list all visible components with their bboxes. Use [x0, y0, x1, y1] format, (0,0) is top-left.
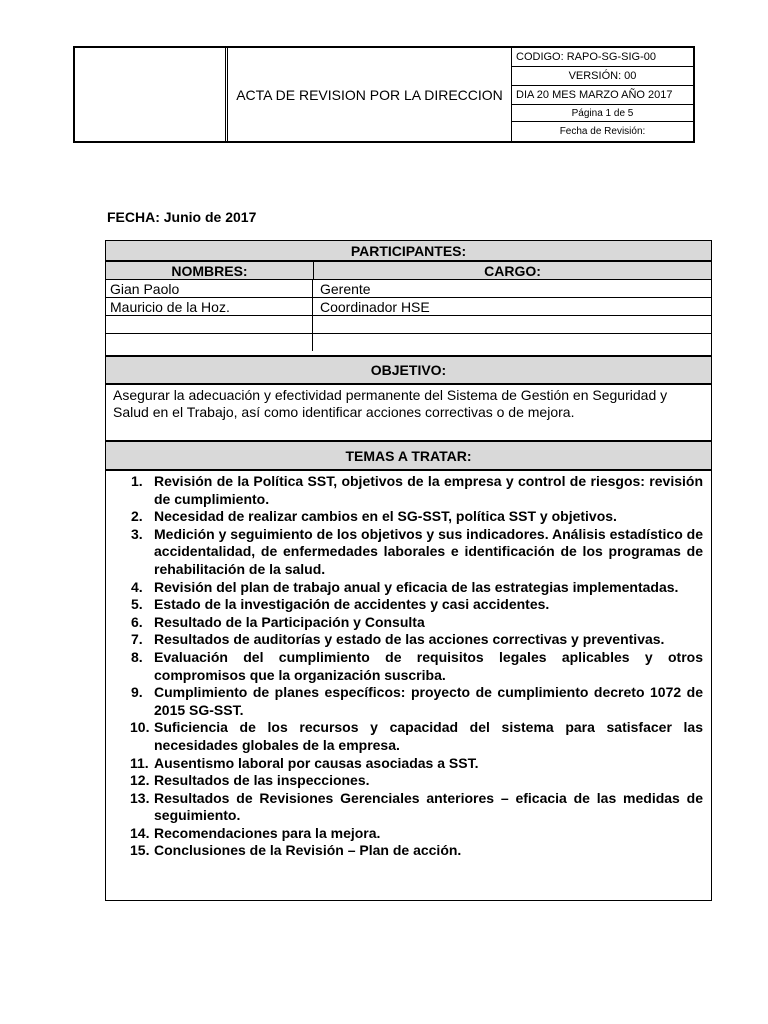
topic-number: 15. — [130, 842, 150, 859]
objective-heading: OBJETIVO: — [106, 355, 711, 385]
topic-number: 9. — [131, 684, 143, 701]
topic-number: 5. — [131, 596, 143, 613]
topic-item — [131, 684, 703, 719]
version-cell: VERSIÓN: 00 — [512, 67, 693, 86]
date-cell: DIA 20 MES MARZO AÑO 2017 — [512, 86, 693, 105]
topic-text: Medición y seguimiento de los objetivos y sus indicadores. Análisis estadístico de accidentalidad, de enfermedades laborales e identificación de los programas de rehabilitación de la salud. — [154, 525, 703, 577]
participants-column-headers — [106, 262, 711, 280]
codigo-cell: CODIGO: RAPO-SG-SIG-00 — [512, 48, 693, 67]
topic-item — [131, 631, 703, 649]
page-number-cell: Página 1 de 5 — [512, 105, 693, 122]
column-header-nombres: NOMBRES: — [106, 262, 314, 279]
participant-name: Mauricio de la Hoz. — [106, 298, 313, 315]
minutes-table — [105, 240, 712, 901]
topic-item — [131, 473, 703, 508]
topics-list — [131, 473, 703, 860]
topic-item — [131, 825, 703, 843]
participant-row — [106, 280, 711, 298]
topic-item — [131, 508, 703, 526]
topic-text: Estado de la investigación de accidentes y casi accidentes. — [154, 596, 550, 613]
topic-item — [131, 649, 703, 684]
revision-date-cell: Fecha de Revisión: — [559, 126, 646, 137]
topic-number: 12. — [130, 772, 150, 789]
participant-name: Gian Paolo — [106, 280, 313, 297]
participant-name — [106, 334, 313, 351]
participant-role — [314, 316, 711, 333]
topic-number: 7. — [131, 631, 143, 648]
topic-number: 1. — [131, 473, 143, 489]
topics-heading: TEMAS A TRATAR: — [106, 440, 711, 471]
topic-item — [131, 719, 703, 754]
participant-row — [106, 298, 711, 316]
topic-text: Resultados de las inspecciones. — [154, 772, 370, 789]
topic-number: 8. — [131, 648, 143, 665]
topic-text: Recomendaciones para la mejora. — [154, 824, 381, 841]
topic-item — [131, 755, 703, 773]
participant-name — [106, 316, 313, 333]
logo-cell — [75, 48, 226, 141]
topic-text: Resultados de auditorías y estado de las acciones correctivas y preventivas. — [154, 631, 665, 648]
topic-number: 13. — [130, 789, 150, 806]
topic-text: Resultado de la Participación y Consulta — [154, 613, 425, 630]
topic-text: Evaluación del cumplimiento de requisitos legales aplicables y otros compromisos que la organización suscriba. — [154, 648, 703, 683]
topic-text: Conclusiones de la Revisión – Plan de acción. — [154, 842, 462, 859]
topic-number: 11. — [130, 754, 149, 771]
topic-number: 4. — [131, 578, 143, 595]
topic-text: Cumplimiento de planes específicos: proyecto de cumplimiento decreto 1072 de 2015 SG-SST. — [154, 684, 703, 718]
meeting-date: FECHA: Junio de 2017 — [107, 209, 257, 225]
topic-item — [131, 614, 703, 632]
topic-text: Suficiencia de los recursos y capacidad del sistema para satisfacer las necesidades globales de la empresa. — [154, 719, 703, 753]
document-title: ACTA DE REVISION POR LA DIRECCION — [228, 48, 512, 141]
topic-number: 10. — [130, 719, 150, 736]
participant-role — [314, 334, 711, 351]
topic-number: 6. — [131, 613, 143, 630]
topic-item — [131, 772, 703, 790]
document-header — [73, 46, 695, 143]
topic-number: 2. — [131, 508, 143, 525]
participant-role: Coordinador HSE — [320, 298, 430, 315]
participant-role: Gerente — [320, 280, 371, 297]
participant-row — [106, 316, 711, 334]
document-control-cells — [512, 48, 693, 141]
topic-text: Resultados de Revisiones Gerenciales anteriores – eficacia de las medidas de seguimiento. — [154, 789, 703, 824]
topic-text: Ausentismo laboral por causas asociadas a SST. — [154, 754, 479, 771]
topic-number: 3. — [131, 525, 143, 542]
topic-text: Revisión de la Política SST, objetivos de la empresa y control de riesgos: revisión de cumplimiento. — [154, 473, 703, 507]
topic-text: Revisión del plan de trabajo anual y eficacia de las estrategias implementadas. — [154, 578, 679, 595]
topic-item — [131, 790, 703, 825]
topic-item — [131, 842, 703, 860]
topic-item — [131, 596, 703, 614]
topic-number: 14. — [130, 824, 150, 841]
topic-text: Necesidad de realizar cambios en el SG-SST, política SST y objetivos. — [154, 508, 617, 525]
participant-row — [106, 334, 711, 352]
column-header-cargo: CARGO: — [484, 262, 541, 279]
topic-item — [131, 579, 703, 597]
topic-item — [131, 526, 703, 579]
objective-text: Asegurar la adecuación y efectividad permanente del Sistema de Gestión en Seguridad y Salud en el Trabajo, así como identificar acciones correctivas o de mejora. — [113, 387, 668, 420]
participants-heading: PARTICIPANTES: — [106, 241, 711, 262]
